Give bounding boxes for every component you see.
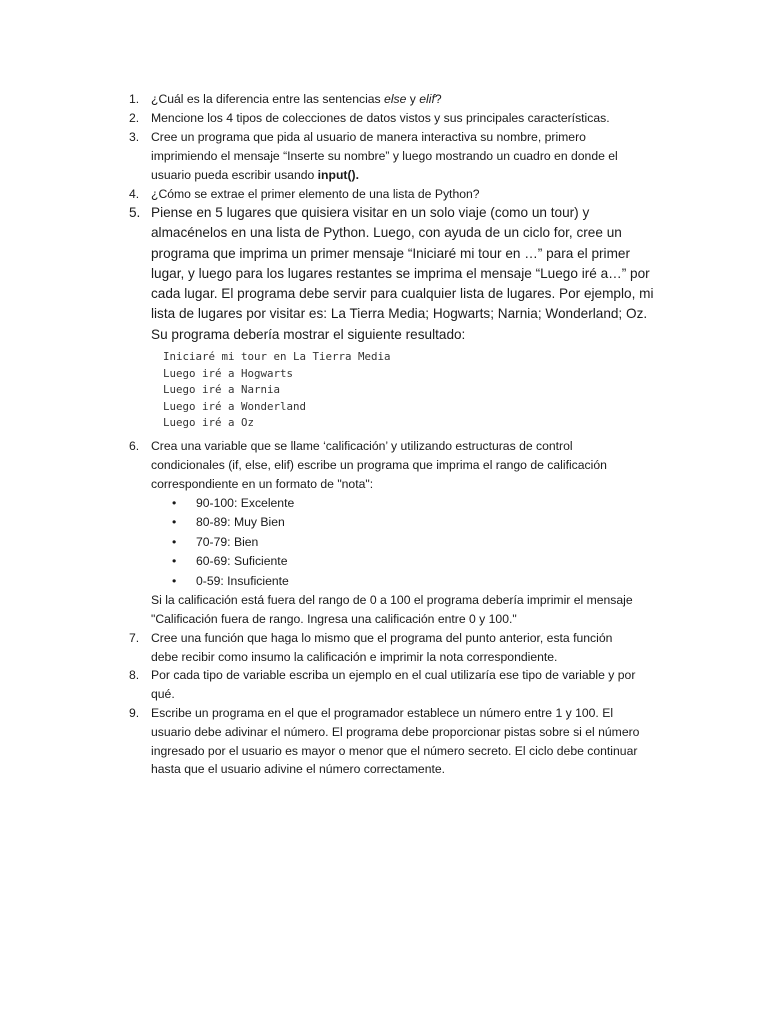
bullet-icon: • <box>172 496 177 510</box>
code-output-block <box>163 349 391 432</box>
list-item: • 60-69: Suficiente <box>172 552 372 571</box>
question-number: 4. <box>129 187 140 201</box>
question-number: 1. <box>129 92 140 106</box>
question-line: imprimiendo el mensaje “Inserte su nombre” y luego mostrando un cuadro en donde el <box>151 148 618 163</box>
question-line: usuario pueda escribir usando input(). <box>151 167 359 182</box>
question-number: 6. <box>129 439 140 453</box>
question-line: Cree una función que haga lo mismo que el programa del punto anterior, esta función <box>151 631 613 645</box>
input-function-text: input(). <box>317 167 359 182</box>
question-number: 5. <box>129 205 141 220</box>
question-number: 9. <box>129 706 140 720</box>
question-line: Si la calificación está fuera del rango de 0 a 100 el programa debería imprimir el mensaje <box>151 593 633 607</box>
list-item: • 80-89: Muy Bien <box>172 513 372 532</box>
code-line: Luego iré a Narnia <box>163 383 281 397</box>
question-number: 7. <box>129 631 140 645</box>
question-line: ¿Cuál es la diferencia entre las sentencias else y elif? <box>151 92 442 106</box>
question-line: cada lugar. El programa debe servir para cualquier lista de lugares. Por ejemplo, mi <box>151 286 654 302</box>
question-line: Crea una variable que se llame ‘calificación’ y utilizando estructuras de control <box>151 439 573 453</box>
question-line: hasta que el usuario adivine el número correctamente. <box>151 762 446 777</box>
list-item: • 90-100: Excelente <box>172 494 372 513</box>
question-line: Escribe un programa en el que el programador establece un número entre 1 y 100. El <box>151 706 614 720</box>
question-line: programa que imprima un primer mensaje “Iniciaré mi tour en …” para el primer <box>151 245 630 261</box>
bullet-icon: • <box>172 534 177 549</box>
question-line: almacénelos en una lista de Python. Luego, con ayuda de un ciclo for, cree un <box>151 225 622 241</box>
question-line: lugar, y luego para los lugares restantes se imprima el mensaje “Luego iré a…” por <box>151 265 650 281</box>
question-line: condicionales (if, else, elif) escribe un programa que imprima el rango de calificación <box>151 457 607 472</box>
question-number: 2. <box>129 111 140 125</box>
keyword-elif: elif <box>419 92 435 106</box>
keyword-else: else <box>384 92 407 106</box>
bullet-icon: • <box>172 573 177 588</box>
question-line: qué. <box>151 686 175 701</box>
question-line: ¿Cómo se extrae el primer elemento de una lista de Python? <box>151 187 480 201</box>
question-line: lista de lugares por visitar es: La Tierra Media; Hogwarts; Narnia; Wonderland; Oz. <box>151 306 648 322</box>
bullet-icon: • <box>172 515 177 530</box>
question-line: Cree un programa que pida al usuario de manera interactiva su nombre, primero <box>151 130 586 144</box>
grade-range-list <box>172 494 372 591</box>
list-item: • 70-79: Bien <box>172 533 372 552</box>
list-item: • 0-59: Insuficiente <box>172 572 372 591</box>
code-line: Iniciaré mi tour en La Tierra Media <box>163 350 391 363</box>
question-line: correspondiente en un formato de "nota": <box>151 476 374 491</box>
code-line: Luego iré a Oz <box>163 416 255 430</box>
question-line: "Calificación fuera de rango. Ingresa una calificación entre 0 y 100." <box>151 611 517 626</box>
question-line: Piense en 5 lugares que quisiera visitar en un solo viaje (como un tour) y <box>151 205 590 220</box>
question-line: ingresado por el usuario es mayor o menor que el número secreto. El ciclo debe continuar <box>151 743 638 758</box>
question-line: usuario debe adivinar el número. El programa debe proporcionar pistas sobre si el número <box>151 724 640 739</box>
question-number: 8. <box>129 668 140 682</box>
bullet-icon: • <box>172 554 177 569</box>
question-number: 3. <box>129 130 140 144</box>
code-line: Luego iré a Wonderland <box>163 399 307 413</box>
question-line: debe recibir como insumo la calificación e imprimir la nota correspondiente. <box>151 649 558 664</box>
question-line: Mencione los 4 tipos de colecciones de datos vistos y sus principales características. <box>151 111 610 125</box>
question-line: Su programa debería mostrar el siguiente resultado: <box>151 326 466 342</box>
question-line: Por cada tipo de variable escriba un ejemplo en el cual utilizaría ese tipo de variable y por <box>151 668 636 682</box>
code-line: Luego iré a Hogwarts <box>163 366 294 380</box>
